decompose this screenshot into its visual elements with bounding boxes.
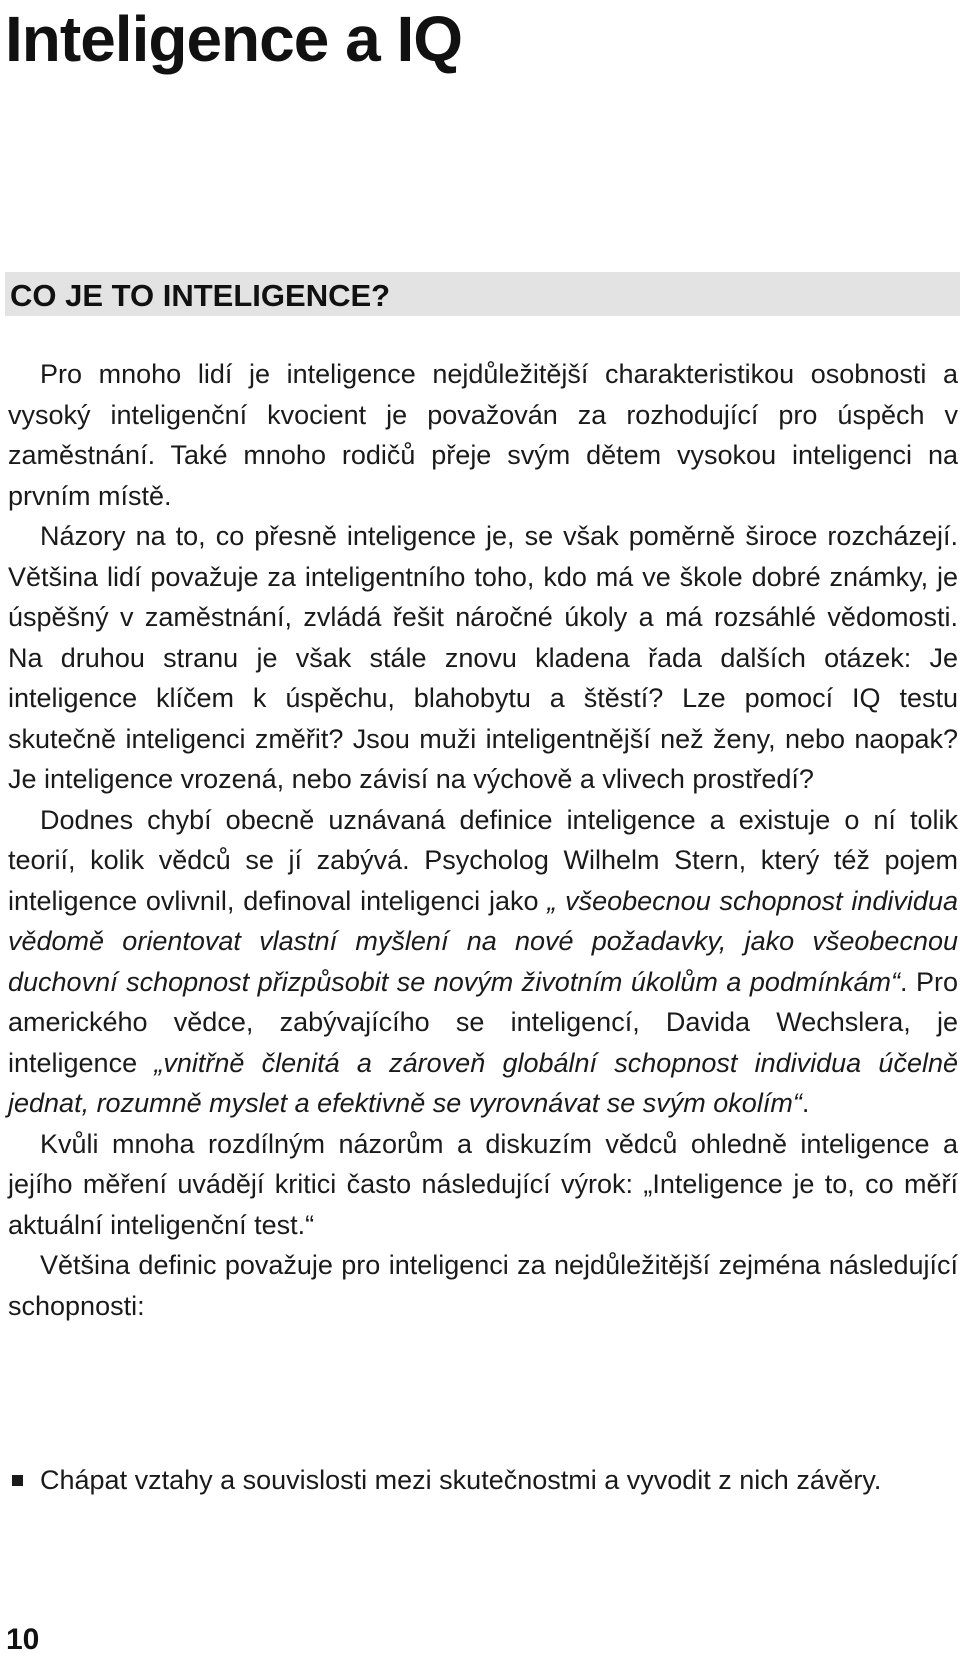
- paragraph-2: Názory na to, co přesně inteligence je, se však poměrně široce rozcházejí. Většina lidí považuje za inteligentního toho, kdo má ve škole dobré známky, je úspěšný v zaměstnání, zvládá řešit náročné úkoly a má rozsáhlé vědomosti. Na druhou stranu je však stále znovu kladena řada dalších otázek: Je inteligence klíčem k úspěchu, blahobytu a štěstí? Lze pomocí IQ testu skutečně inteligenci změřit? Jsou muži inteligentnější než ženy, nebo naopak? Je inteligence vrozená, nebo závisí na výchově a vlivech prostředí?: [8, 521, 958, 794]
- paragraph-3-text-c: .: [801, 1088, 810, 1118]
- paragraph-3-text-b: . Pro amerického vědce, zabývajícího se inteligencí, Davida Wechslera, je inteligence: [8, 966, 958, 1078]
- stern-definition-quote: „ všeobecnou schopnost individua vědomě orientovat vlastní myšlení na nové požadavky, jako všeobecnou duchovní schopnost přizpůsobit se novým životním úkolům a podmínkám“: [8, 885, 958, 997]
- body-text: [8, 354, 958, 1326]
- paragraph-4: Kvůli mnoha rozdílným názorům a diskuzím vědců ohledně inteligence a jejího měření uvádějí kritici často následující výrok: „Inteligence je to, co měří aktuální inteligenční test.“: [8, 1128, 958, 1240]
- square-bullet-icon: [12, 1475, 23, 1486]
- list-item-text: Chápat vztahy a souvislosti mezi skutečnostmi a vyvodit z nich závěry.: [40, 1465, 882, 1495]
- section-heading: CO JE TO INTELIGENCE?: [10, 278, 391, 313]
- paragraph-5: Většina definic považuje pro inteligenci za nejdůležitější zejména následující schopnosti:: [8, 1250, 958, 1321]
- abilities-list: [8, 1460, 958, 1501]
- page-title: Inteligence a IQ: [5, 3, 463, 75]
- page-number: 10: [6, 1623, 40, 1656]
- wechsler-definition-quote: „vnitřně členitá a zároveň globální schopnost individua účelně jednat, rozumně myslet a efektivně se vyrovnávat se svým okolím“: [8, 1047, 958, 1118]
- list-item: [8, 1460, 958, 1501]
- paragraph-1: Pro mnoho lidí je inteligence nejdůležitější charakteristikou osobnosti a vysoký inteligenční kvocient je považován za rozhodující pro úspěch v zaměstnání. Také mnoho rodičů přeje svým dětem vysokou inteligenci na prvním místě.: [8, 359, 958, 511]
- paragraph-3: [8, 800, 958, 1124]
- paragraph-3-text-a: Dodnes chybí obecně uznávaná definice inteligence a existuje o ní tolik teorií, kolik vědců se jí zabývá. Psycholog Wilhelm Stern, který též pojem inteligence ovlivnil, definoval inteligenci jako: [8, 804, 958, 916]
